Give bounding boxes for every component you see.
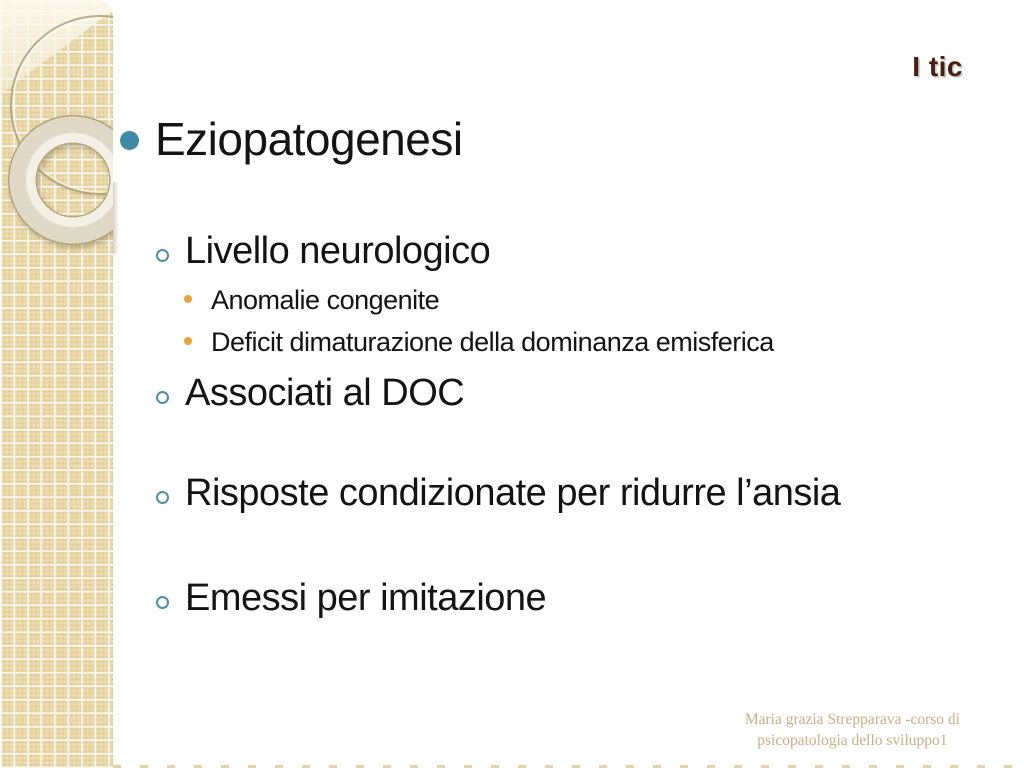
bullet-text: Risposte condizionate per ridurre l’ansia: [185, 472, 841, 514]
bullet-item-level1: [120, 113, 463, 165]
hollow-circle-bullet-icon: [156, 491, 169, 504]
filled-circle-bullet-icon: [120, 131, 139, 150]
bullet-item-level2: [156, 474, 840, 512]
dot-bullet-icon: [184, 337, 192, 345]
bullet-item-level3: [184, 287, 439, 314]
slide-title: I tic: [912, 51, 963, 82]
footer-credit-line1: Maria grazia Strepparava -corso di: [744, 711, 960, 728]
bullet-item-level2: [156, 374, 464, 412]
bullet-item-level2: [156, 232, 490, 270]
bullet-item-level3: [184, 329, 774, 356]
footer-credit: [745, 710, 960, 752]
bullet-item-level2: [156, 579, 546, 617]
hollow-circle-bullet-icon: [156, 391, 169, 404]
ring-decoration: [8, 115, 113, 245]
hollow-circle-bullet-icon: [156, 596, 169, 609]
ring-shadow: [113, 182, 119, 254]
dot-bullet-icon: [184, 295, 192, 303]
decorative-sidebar: [0, 0, 113, 768]
hollow-circle-bullet-icon: [156, 249, 169, 262]
bullet-text: Associati al DOC: [185, 372, 465, 414]
bullet-text: Eziopatogenesi: [155, 113, 463, 165]
footer-credit-line2: psicopatologia dello sviluppo1: [757, 731, 948, 749]
bullet-text: Livello neurologico: [185, 230, 491, 272]
bullet-text: Emessi per imitazione: [185, 577, 547, 619]
bullet-text: Deficit dimaturazione della dominanza emisferica: [211, 327, 774, 357]
bullet-text: Anomalie congenite: [211, 285, 440, 315]
